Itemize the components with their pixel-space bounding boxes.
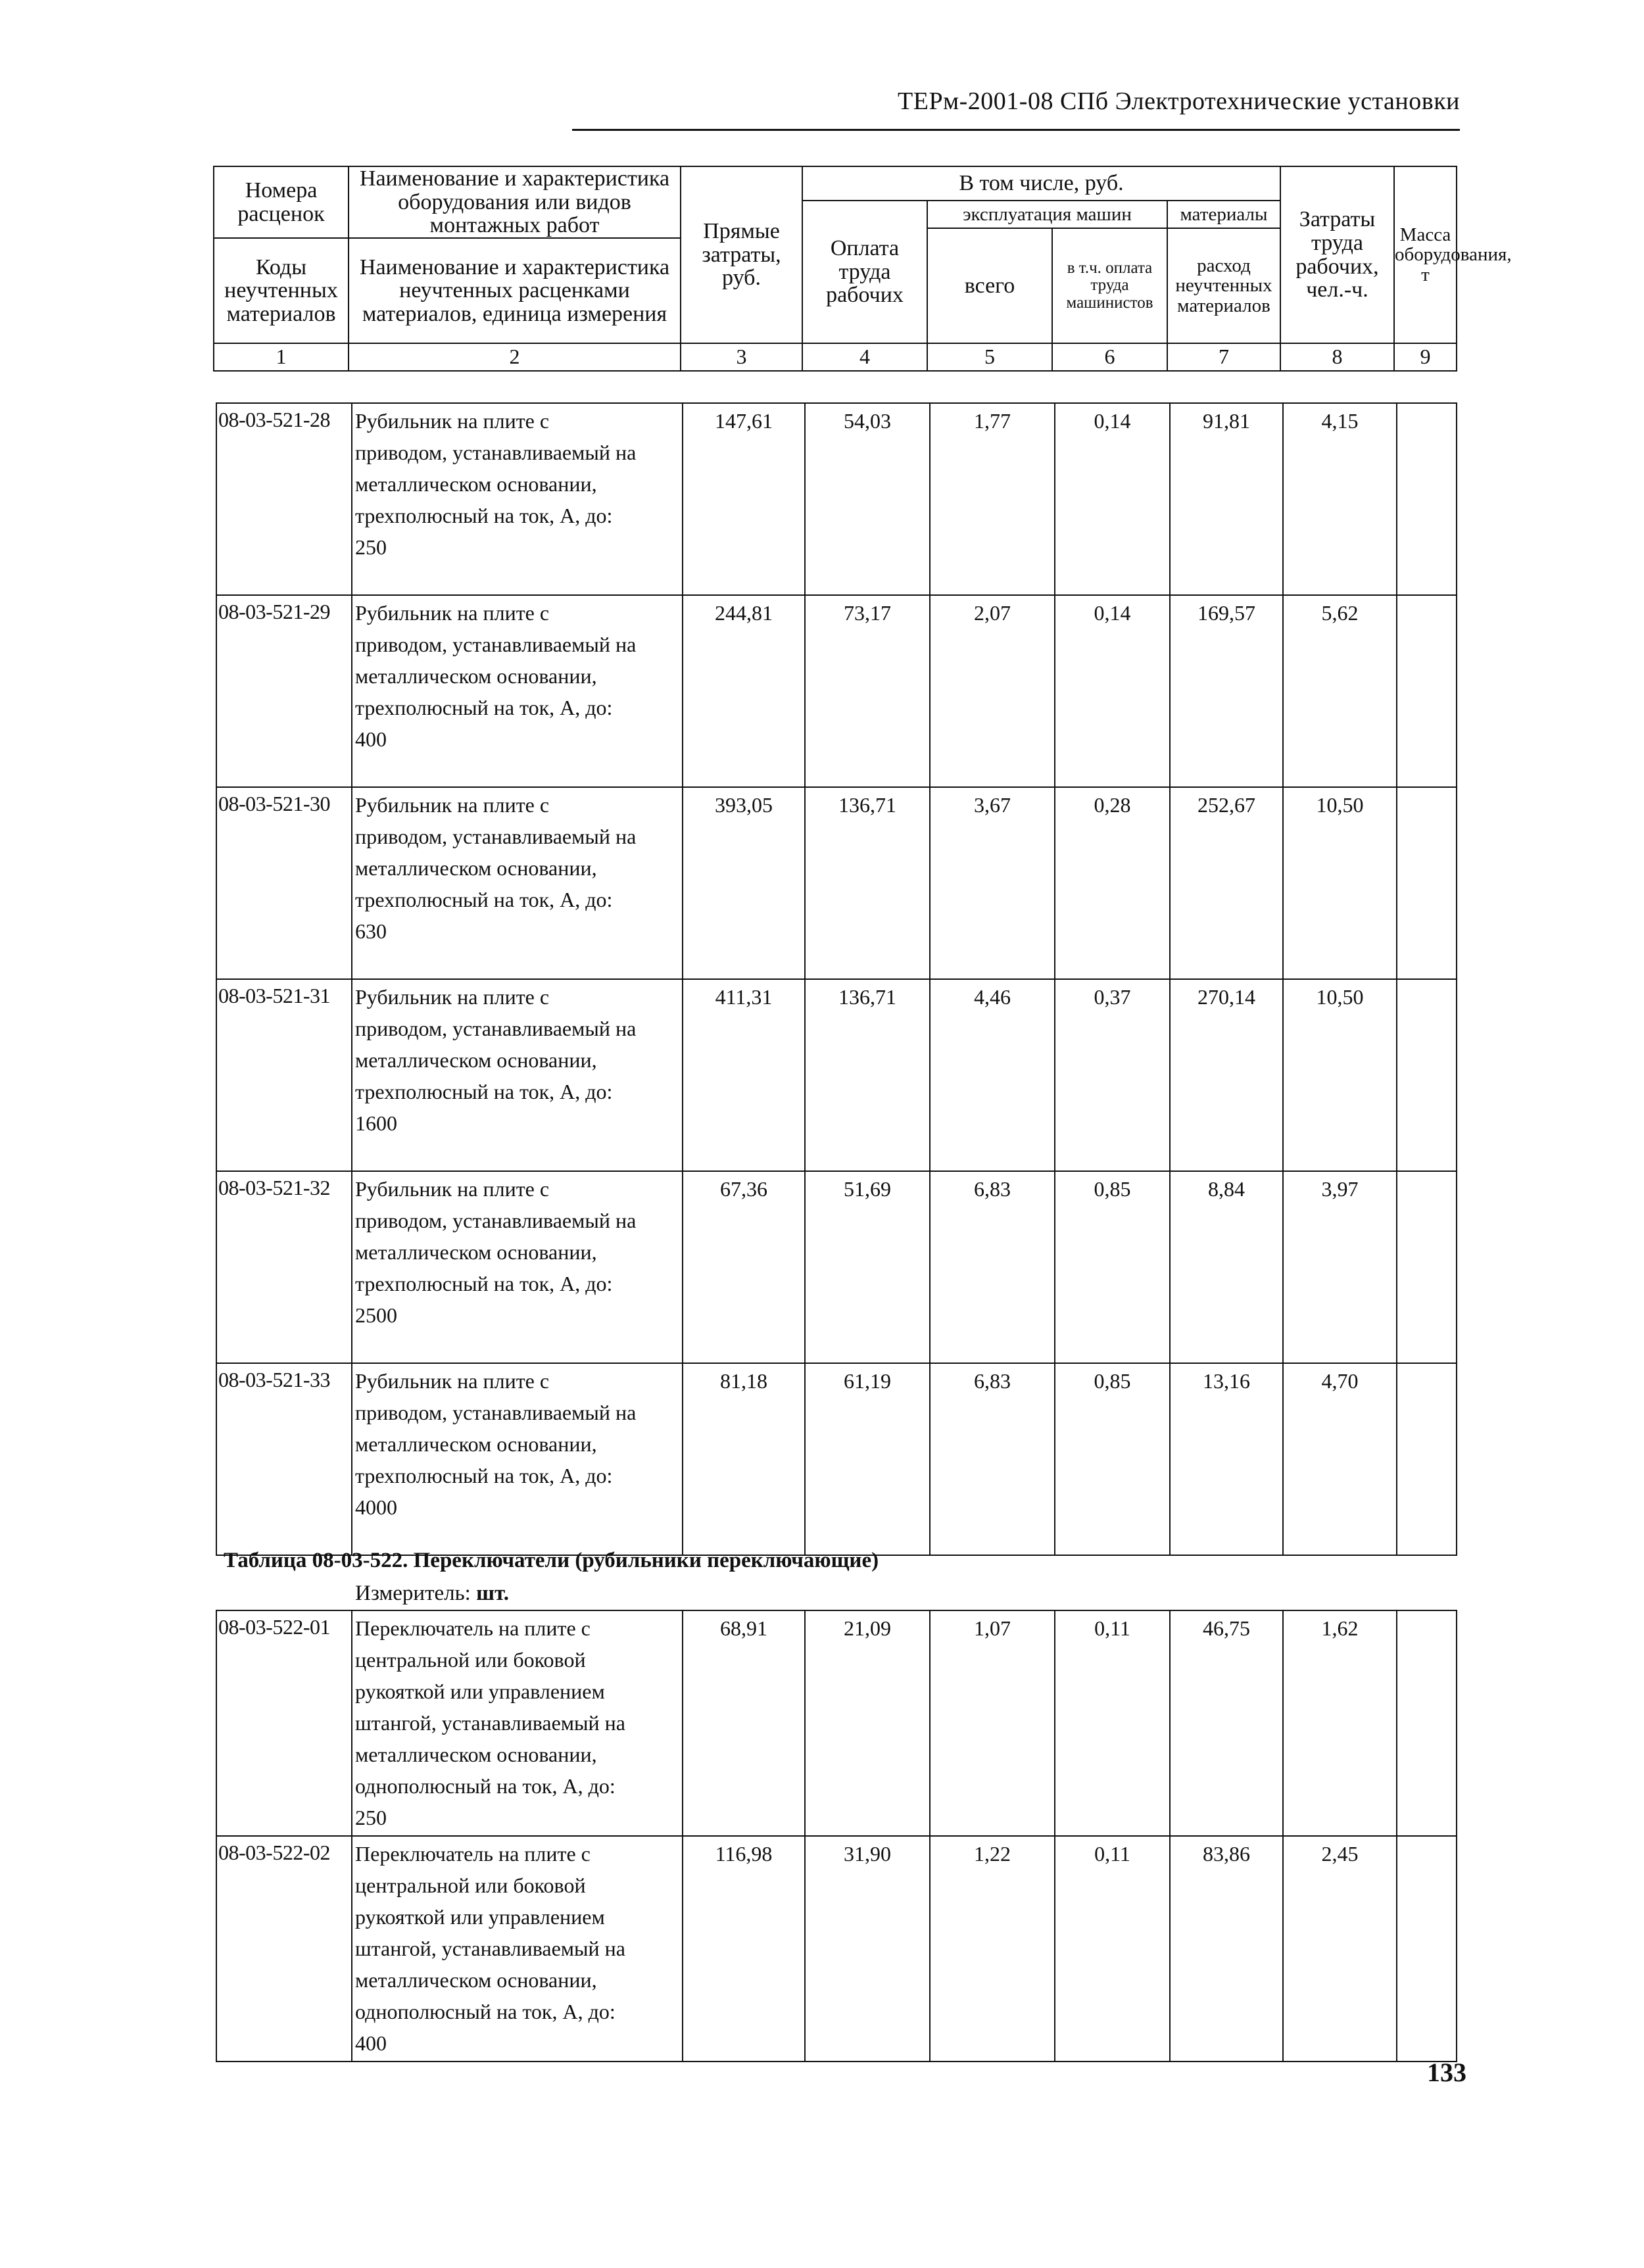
rate-code-cell: 08-03-521-28 — [216, 403, 352, 595]
description-line: Переключатель на плите с — [355, 1616, 591, 1640]
column-number: 4 — [802, 343, 927, 371]
direct-cost-cell: 147,61 — [683, 403, 805, 595]
description-line: металлическом основании, — [355, 1240, 597, 1264]
description-line: Рубильник на плите с — [355, 1177, 550, 1201]
description-line: приводом, устанавливаемый на — [355, 1209, 637, 1232]
labor-hours-cell: 10,50 — [1283, 979, 1397, 1171]
description-line: приводом, устанавливаемый на — [355, 633, 637, 656]
header-machines-total: всего — [927, 228, 1052, 343]
table-522-unit — [355, 1581, 509, 1606]
description-cell — [352, 595, 683, 787]
materials-cell: 46,75 — [1170, 1610, 1283, 1836]
direct-cost-cell: 68,91 — [683, 1610, 805, 1836]
labor-pay-cell: 73,17 — [805, 595, 930, 787]
column-header-table — [213, 166, 1512, 372]
header-unaccounted-materials: расход неучтенных материалов — [1167, 228, 1280, 343]
materials-cell: 270,14 — [1170, 979, 1283, 1171]
machinist-pay-cell: 0,11 — [1055, 1836, 1170, 2062]
labor-hours-cell: 4,70 — [1283, 1363, 1397, 1555]
description-line: приводом, устанавливаемый на — [355, 1017, 637, 1040]
description-line: Рубильник на плите с — [355, 1369, 550, 1393]
unit-label: Измеритель: — [355, 1581, 471, 1605]
labor-pay-cell: 21,09 — [805, 1610, 930, 1836]
column-number: 8 — [1280, 343, 1394, 371]
labor-hours-cell: 3,97 — [1283, 1171, 1397, 1363]
mass-cell — [1397, 979, 1457, 1171]
table-row — [216, 1171, 1457, 1363]
description-cell — [352, 403, 683, 595]
unit-value: шт. — [476, 1581, 509, 1605]
column-number: 9 — [1394, 343, 1457, 371]
title-rule — [572, 129, 1460, 131]
description-line: однополюсный на ток, А, до: — [355, 2000, 616, 2023]
description-line: трехполюсный на ток, А, до: — [355, 1272, 613, 1295]
rate-code-cell: 08-03-521-31 — [216, 979, 352, 1171]
machines-total-cell: 6,83 — [930, 1171, 1055, 1363]
header-including-group: В том числе, руб. — [802, 166, 1280, 201]
labor-pay-cell: 51,69 — [805, 1171, 930, 1363]
description-cell — [352, 1610, 683, 1836]
description-line: металлическом основании, — [355, 664, 597, 688]
description-line: трехполюсный на ток, А, до: — [355, 696, 613, 719]
header-equipment-mass: Масса оборудования, т — [1394, 166, 1457, 343]
rates-table-522 — [216, 1610, 1457, 2062]
table-row — [216, 1610, 1457, 1836]
page-number: 133 — [1427, 2058, 1466, 2087]
mass-cell — [1397, 403, 1457, 595]
mass-cell — [1397, 1836, 1457, 2062]
description-line: 400 — [355, 727, 387, 751]
column-number: 1 — [214, 343, 349, 371]
description-line: трехполюсный на ток, А, до: — [355, 504, 613, 527]
machinist-pay-cell: 0,85 — [1055, 1171, 1170, 1363]
machinist-pay-cell: 0,28 — [1055, 787, 1170, 979]
labor-pay-cell: 31,90 — [805, 1836, 930, 2062]
description-cell — [352, 1171, 683, 1363]
description-line: 2500 — [355, 1303, 397, 1327]
table-row — [216, 787, 1457, 979]
materials-cell: 91,81 — [1170, 403, 1283, 595]
table-row — [216, 1363, 1457, 1555]
labor-hours-cell: 1,62 — [1283, 1610, 1397, 1836]
description-line: трехполюсный на ток, А, до: — [355, 1080, 613, 1103]
column-number: 3 — [681, 343, 802, 371]
description-line: приводом, устанавливаемый на — [355, 825, 637, 848]
description-line: приводом, устанавливаемый на — [355, 1401, 637, 1424]
table-row — [216, 595, 1457, 787]
description-cell — [352, 1836, 683, 2062]
description-line: металлическом основании, — [355, 472, 597, 496]
description-line: 250 — [355, 1806, 387, 1829]
direct-cost-cell: 244,81 — [683, 595, 805, 787]
mass-cell — [1397, 595, 1457, 787]
rate-code-cell: 08-03-522-02 — [216, 1836, 352, 2062]
machines-total-cell: 2,07 — [930, 595, 1055, 787]
description-line: Рубильник на плите с — [355, 793, 550, 817]
column-number: 2 — [349, 343, 681, 371]
mass-cell — [1397, 1363, 1457, 1555]
description-line: Рубильник на плите с — [355, 985, 550, 1009]
description-line: трехполюсный на ток, А, до: — [355, 888, 613, 911]
description-line: металлическом основании, — [355, 1048, 597, 1072]
column-number: 6 — [1052, 343, 1167, 371]
machines-total-cell: 1,22 — [930, 1836, 1055, 2062]
rate-code-cell: 08-03-522-01 — [216, 1610, 352, 1836]
direct-cost-cell: 393,05 — [683, 787, 805, 979]
header-material-codes: Коды неучтенных материалов — [214, 238, 349, 343]
materials-cell: 13,16 — [1170, 1363, 1283, 1555]
labor-pay-cell: 136,71 — [805, 787, 930, 979]
rate-code-cell: 08-03-521-29 — [216, 595, 352, 787]
description-line: трехполюсный на ток, А, до: — [355, 1464, 613, 1487]
description-line: 630 — [355, 919, 387, 943]
machines-total-cell: 1,07 — [930, 1610, 1055, 1836]
direct-cost-cell: 81,18 — [683, 1363, 805, 1555]
machinist-pay-cell: 0,14 — [1055, 595, 1170, 787]
direct-cost-cell: 411,31 — [683, 979, 805, 1171]
labor-pay-cell: 136,71 — [805, 979, 930, 1171]
description-line: штангой, устанавливаемый на — [355, 1937, 625, 1960]
machines-total-cell: 4,46 — [930, 979, 1055, 1171]
description-line: 4000 — [355, 1495, 397, 1519]
header-machinist-pay: в т.ч. оплата труда машинистов — [1052, 228, 1167, 343]
description-line: металлическом основании, — [355, 1968, 597, 1992]
description-line: рукояткой или управлением — [355, 1905, 605, 1929]
mass-cell — [1397, 1171, 1457, 1363]
labor-pay-cell: 54,03 — [805, 403, 930, 595]
description-line: Рубильник на плите с — [355, 409, 550, 433]
mass-cell — [1397, 787, 1457, 979]
header-material-names: Наименование и характеристика неучтенных расценками материалов, единица измерения — [349, 238, 681, 343]
mass-cell — [1397, 1610, 1457, 1836]
materials-cell: 83,86 — [1170, 1836, 1283, 2062]
labor-hours-cell: 5,62 — [1283, 595, 1397, 787]
description-line: 1600 — [355, 1111, 397, 1135]
document-title: ТЕРм-2001-08 СПб Электротехнические установки — [898, 87, 1460, 115]
header-direct-costs: Прямые затраты, руб. — [681, 166, 802, 343]
machinist-pay-cell: 0,11 — [1055, 1610, 1170, 1836]
description-line: приводом, устанавливаемый на — [355, 441, 637, 464]
description-line: 400 — [355, 2031, 387, 2055]
header-labor-hours: Затраты труда рабочих, чел.-ч. — [1280, 166, 1394, 343]
description-line: штангой, устанавливаемый на — [355, 1711, 625, 1735]
labor-hours-cell: 2,45 — [1283, 1836, 1397, 2062]
table-row — [216, 403, 1457, 595]
machinist-pay-cell: 0,14 — [1055, 403, 1170, 595]
direct-cost-cell: 116,98 — [683, 1836, 805, 2062]
description-cell — [352, 979, 683, 1171]
description-line: однополюсный на ток, А, до: — [355, 1774, 616, 1798]
table-522-caption: Таблица 08-03-522. Переключатели (рубильники переключающие) — [224, 1549, 879, 1572]
machines-total-cell: 3,67 — [930, 787, 1055, 979]
labor-hours-cell: 4,15 — [1283, 403, 1397, 595]
description-line: Рубильник на плите с — [355, 601, 550, 625]
rate-code-cell: 08-03-521-33 — [216, 1363, 352, 1555]
header-work-name: Наименование и характеристика оборудования или видов монтажных работ — [349, 166, 681, 238]
description-line: металлическом основании, — [355, 1743, 597, 1766]
materials-cell: 169,57 — [1170, 595, 1283, 787]
description-line: центральной или боковой — [355, 1873, 586, 1897]
table-row — [216, 979, 1457, 1171]
header-labor-pay: Оплата труда рабочих — [802, 201, 927, 343]
description-cell — [352, 787, 683, 979]
description-cell — [352, 1363, 683, 1555]
description-line: Переключатель на плите с — [355, 1842, 591, 1866]
description-line: рукояткой или управлением — [355, 1679, 605, 1703]
rate-code-cell: 08-03-521-32 — [216, 1171, 352, 1363]
header-materials-group: материалы — [1167, 201, 1280, 228]
materials-cell: 8,84 — [1170, 1171, 1283, 1363]
materials-cell: 252,67 — [1170, 787, 1283, 979]
machines-total-cell: 6,83 — [930, 1363, 1055, 1555]
column-number: 7 — [1167, 343, 1280, 371]
machinist-pay-cell: 0,85 — [1055, 1363, 1170, 1555]
description-line: центральной или боковой — [355, 1648, 586, 1672]
header-rate-number: Номера расценок — [214, 166, 349, 238]
table-row — [216, 1836, 1457, 2062]
rates-table-521 — [216, 402, 1457, 1556]
header-machines-group: эксплуатация машин — [927, 201, 1167, 228]
description-line: металлическом основании, — [355, 856, 597, 880]
labor-hours-cell: 10,50 — [1283, 787, 1397, 979]
direct-cost-cell: 67,36 — [683, 1171, 805, 1363]
description-line: металлическом основании, — [355, 1432, 597, 1456]
column-number: 5 — [927, 343, 1052, 371]
rate-code-cell: 08-03-521-30 — [216, 787, 352, 979]
description-line: 250 — [355, 535, 387, 559]
machinist-pay-cell: 0,37 — [1055, 979, 1170, 1171]
labor-pay-cell: 61,19 — [805, 1363, 930, 1555]
machines-total-cell: 1,77 — [930, 403, 1055, 595]
